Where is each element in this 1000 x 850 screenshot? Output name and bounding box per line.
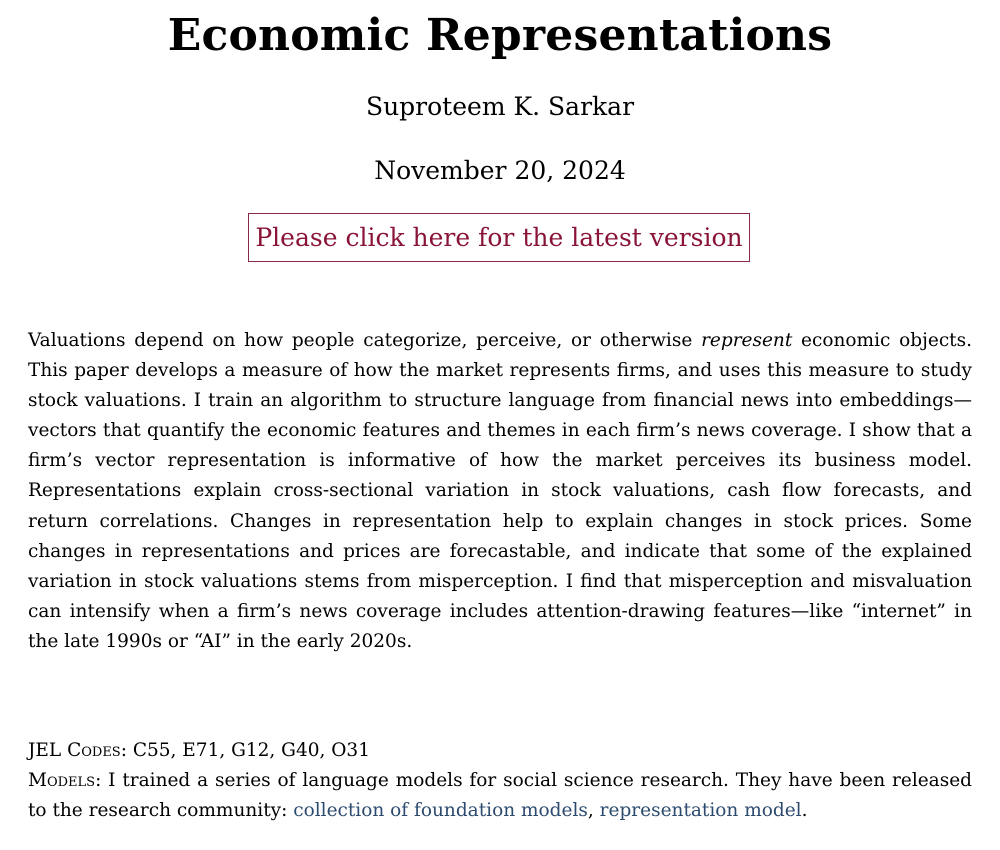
jel-codes-separator: : (120, 740, 133, 761)
models-period: . (801, 800, 808, 821)
jel-codes-label: JEL Codes (28, 740, 121, 761)
abstract-emphasis: represent (701, 330, 793, 351)
abstract (28, 326, 972, 657)
paper-metadata (28, 736, 972, 826)
models-comma: , (587, 800, 600, 821)
models-text: I trained a series of language models for social science research. They have been released to the research community: (28, 770, 972, 821)
abstract-text-rest: economic objects. This paper develops a measure of how the market represents firms, and uses this measure to study stock valuations. I train an algorithm to structure language from financial news into embeddings—vectors that quantify the economic features and themes in each firm’s news coverage. I show that a firm’s vector representation is informative of how the market perceives its business model. Representations explain cross-sectional variation in stock valuations, cash flow forecasts, and return correlations. Changes in representation help to explain changes in stock prices. Some changes in representations and prices are forecastable, and indicate that some of the explained variation in stock valuations stems from misperception. I find that misperception and misvaluation can intensify when a firm’s news coverage includes attention-drawing features—like “internet” in the late 1990s or “AI” in the early 2020s. (28, 330, 972, 652)
latest-version-link-label: Please click here for the latest version (255, 222, 743, 252)
author-name: Suproteem K. Sarkar (365, 92, 635, 121)
foundation-models-link[interactable]: collection of foundation models (293, 800, 588, 821)
paper-date: November 20, 2024 (374, 156, 626, 185)
models-label: Models (28, 770, 96, 791)
abstract-text-start: Valuations depend on how people categorize, perceive, or otherwise (28, 330, 702, 351)
paper-title: Economic Representations (167, 10, 833, 61)
models-line (28, 766, 972, 826)
representation-model-link[interactable]: representation model (599, 800, 802, 821)
models-separator: : (95, 770, 109, 791)
jel-codes-line (28, 736, 972, 766)
jel-codes-values: C55, E71, G12, G40, O31 (132, 740, 370, 761)
latest-version-link[interactable] (248, 213, 750, 262)
